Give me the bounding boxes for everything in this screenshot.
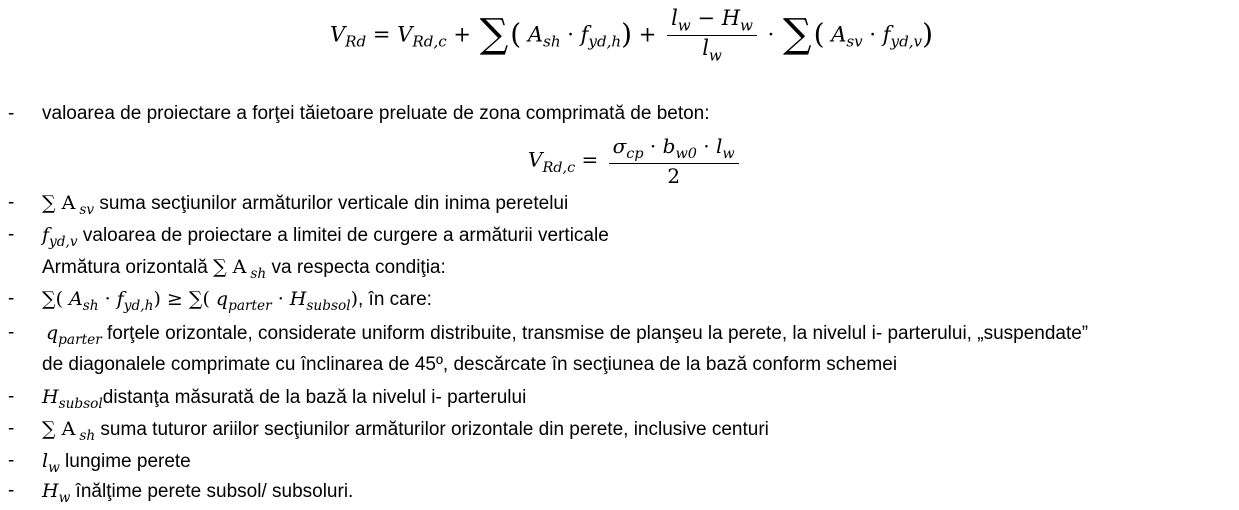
plus-sign-2: + — [638, 22, 657, 47]
fraction-lw-hw — [667, 8, 757, 64]
item-symbol: H — [42, 480, 59, 502]
bullet-dash: - — [8, 480, 15, 501]
cond-close-1: ) — [153, 288, 161, 310]
cond-q: q — [215, 288, 229, 310]
equals-sign: = — [581, 147, 599, 172]
dot-2: · — [767, 22, 775, 47]
a-sv-subscript: sv — [846, 32, 863, 51]
bullet-dash: - — [8, 450, 15, 471]
frac-num-l-sub: w — [677, 16, 691, 35]
bullet-dash: - — [8, 418, 15, 439]
item-symbol: ∑ A — [42, 192, 76, 214]
f-ydh-subscript: yd,h — [588, 32, 622, 51]
item-text: forţele orizontale, considerate uniform distribuite, transmise de planşeu la perete, la nivelul i- parterului, „suspendate” — [101, 323, 1089, 344]
item-symbol-subscript: w — [48, 459, 60, 476]
dot-3: · — [869, 22, 877, 47]
vrdc-lhs-symbol: V — [528, 147, 543, 172]
sigma-symbol: σ — [612, 134, 627, 158]
cond-f-sub: yd,h — [123, 297, 154, 314]
item-symbol-subscript: w — [58, 489, 71, 506]
vrdc-formula — [528, 134, 743, 189]
b-subscript: w0 — [675, 146, 697, 163]
item-symbol: ∑ A — [42, 418, 76, 440]
item-text: înălţime perete subsol/ subsoluri. — [70, 481, 354, 502]
item-symbol-subscript: sh — [79, 427, 96, 444]
frac-minus: − — [697, 6, 716, 30]
a-sh-subscript: sh — [543, 32, 561, 51]
sum-symbol-1: ∑ — [479, 11, 509, 58]
dot-1: · — [567, 22, 574, 47]
bullet-dash: - — [8, 322, 15, 343]
bullet-dash: - — [8, 224, 15, 245]
cond-h: H — [289, 288, 307, 310]
frac-num-h: H — [721, 6, 741, 30]
cond-a-sub: sh — [82, 297, 99, 314]
cond-ge: ≥ — [166, 288, 183, 310]
item-text: lungime perete — [59, 451, 191, 472]
item-text: valoarea de proiectare a forţei tăietoare preluate de zona comprimată de beton: — [42, 103, 710, 124]
frac-num-l: l — [671, 6, 678, 30]
bullet-dash: - — [8, 386, 15, 407]
vrdc-lhs-subscript: Rd,c — [542, 159, 576, 176]
denominator: 2 — [667, 164, 681, 189]
item-text: de diagonalele comprimate cu înclinarea de 45º, descărcate în secţiunea de la bază conform schemei — [42, 354, 898, 375]
item-text: va respecta condiţia: — [266, 257, 446, 278]
item-text: suma secţiunilor armăturilor verticale din inima peretelui — [94, 193, 569, 214]
item-pre-text: Armătura orizontală — [42, 257, 214, 278]
bullet-dash: - — [8, 192, 15, 213]
bullet-dash: - — [8, 288, 15, 309]
dot-1: · — [649, 134, 657, 158]
item-symbol-subscript: parter — [58, 331, 102, 348]
frac-num-h-sub: w — [740, 16, 753, 35]
item-text: valoarea de proiectare a limitei de curgere a armăturii verticale — [77, 225, 609, 246]
item-symbol: H — [42, 386, 59, 408]
cond-close-2: ) — [350, 288, 358, 310]
bullet-dash: - — [8, 103, 15, 124]
a-sh-symbol: A — [527, 22, 544, 47]
item-symbol: f — [42, 224, 50, 246]
cond-dot-2: · — [277, 288, 284, 310]
item-symbol-subscript: subsol — [58, 395, 103, 412]
item-symbol-subscript: yd,v — [49, 233, 78, 250]
f-ydv-symbol: f — [882, 22, 891, 47]
item-text: , în care: — [358, 289, 432, 310]
cond-dot-1: · — [104, 288, 111, 310]
vrdc-fraction — [609, 134, 739, 189]
cond-open-1: ( — [55, 288, 63, 310]
cond-a: A — [69, 288, 83, 310]
item-text: distanţa măsurată de la bază la nivelul i- parterului — [102, 387, 527, 408]
cond-h-sub: subsol — [306, 297, 351, 314]
item-symbol-subscript: sh — [250, 265, 267, 282]
plus-sign-1: + — [453, 22, 472, 47]
cond-open-2: ( — [202, 288, 210, 310]
v-rdc-symbol: V — [397, 22, 413, 47]
item-symbol: q — [46, 322, 59, 344]
l-symbol: l — [716, 134, 723, 158]
b-symbol: b — [662, 134, 676, 158]
sum-symbol-2: ∑ — [783, 11, 812, 58]
a-sv-symbol: A — [831, 22, 847, 47]
cond-sum-2: ∑ — [188, 288, 203, 310]
item-symbol-subscript: sv — [79, 201, 95, 218]
v-rd-subscript: Rd — [345, 32, 367, 51]
cond-sum-1: ∑ — [42, 288, 56, 310]
v-rdc-subscript: Rd,c — [412, 32, 447, 51]
f-ydv-subscript: yd,v — [890, 32, 923, 51]
sigma-subscript: cp — [626, 146, 644, 163]
dot-2: · — [703, 134, 710, 158]
condition-formula — [42, 288, 358, 314]
l-subscript: w — [722, 146, 735, 163]
item-symbol: l — [42, 450, 49, 472]
item-text: suma tuturor ariilor secţiunilor armăturilor orizontale din perete, inclusive centuri — [95, 419, 769, 440]
item-symbol: ∑ A — [213, 256, 247, 278]
main-formula: $V_{Rd} = V_{Rd,c}$ + ∑( $A_{sh} \cdot f_{yd,h}$) + $\frac{l_w - H_w}{l_w}$ · ∑( $A_{sv} \cdot f_{yd,v}$) — [330, 6, 934, 65]
v-rd-symbol: V — [330, 22, 346, 47]
f-ydh-symbol: f — [580, 22, 589, 47]
frac-den-l: l — [702, 36, 709, 61]
frac-den-l-sub: w — [708, 46, 722, 65]
cond-q-sub: parter — [228, 297, 272, 314]
equals-sign: = — [372, 22, 391, 47]
cond-f: f — [116, 288, 124, 310]
